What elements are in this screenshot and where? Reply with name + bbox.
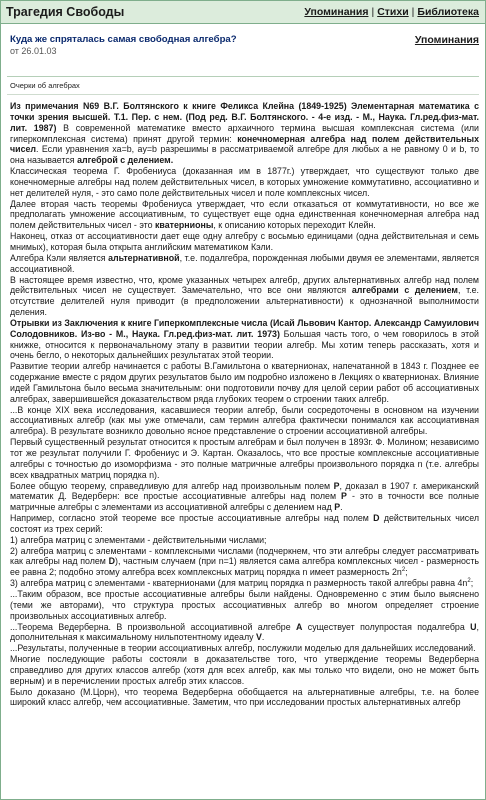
paragraph-text: Более общую теорему, справедливую для алгебр над произвольным полем bbox=[10, 480, 334, 491]
article-paragraph bbox=[10, 546, 479, 579]
paragraph-text: . bbox=[261, 632, 265, 643]
article-paragraph bbox=[10, 166, 479, 199]
paragraph-text: , дополнительная к максимальному нильпотентному идеалу bbox=[10, 621, 479, 643]
paragraph-text: Алгебра Кэли является bbox=[10, 252, 109, 263]
top-nav bbox=[304, 6, 479, 18]
article-paragraph bbox=[10, 481, 479, 514]
mentions-link[interactable]: Упоминания bbox=[414, 34, 479, 46]
paragraph-text: Первый существенный результат относится к простым алгебрам и был получен в 1893г. Ф. Молином; независимо тот же результат получили Г. Фробениус и Э. Картан. Оказалось, что все простые комплексные ассоциативные алгебры с точностью до изоморфизма - это полные матричные алгебры произвольного порядка n (т.е. алгебры всех квадратных матриц порядка n). bbox=[10, 437, 479, 480]
paragraph-text: существует полупростая подалгебра bbox=[302, 621, 471, 632]
bold-text: Из примечания N69 В.Г. Болтянского к книге Феликса Клейна (1849-1925) Элементарная математика с точки зрения высшей. Т.1. Пер. с нем. (Под ред. В.Г. Болтянского. - 4-е изд. - М., Наука. Гл.ред.физ-мат. лит. 1987) bbox=[10, 101, 479, 133]
paragraph-text: ), частным случаем (при n=1) является сама алгебра комплексных чисел - размерность ее равна 2; подобно этому алгебра всех комплексных матриц порядка n имеет размерность 2n bbox=[10, 556, 479, 578]
paragraph-text: Классическая теорема Г. Фробениуса (доказанная им в 1877г.) утверждает, что существуют только две конечномерные алгебры над полем действительных чисел, в которых умножение коммутативно, ассоциативно и нет делителей нуля, - это само поле действительных чисел и поле комплексных чисел. bbox=[10, 166, 479, 198]
article-paragraph bbox=[10, 437, 479, 480]
article-paragraph bbox=[10, 253, 479, 275]
paragraph-text: 1) алгебра матриц с элементами - действительными числами; bbox=[10, 534, 267, 545]
bold-text: P bbox=[341, 491, 347, 502]
paragraph-text: , к описанию которых переходит Клейн. bbox=[213, 220, 376, 231]
paragraph-text: . Если уравнения xa=b, ay=b разрешимы в рассматриваемой алгебре для любых a не равному 0 и b, то она называется bbox=[10, 144, 479, 166]
bold-text: U bbox=[470, 621, 477, 632]
paragraph-text: ...Теорема Ведерберна. В произвольной ассоциативной алгебре bbox=[10, 621, 297, 632]
article-paragraph bbox=[10, 589, 479, 622]
nav-separator: | bbox=[371, 6, 375, 18]
bold-text: V bbox=[256, 632, 262, 643]
paragraph-text: ; bbox=[470, 578, 474, 589]
paragraph-text: , т.е. подалгебра, порожденная любыми двумя ее элементами, является ассоциативной. bbox=[10, 252, 480, 274]
article-paragraph bbox=[10, 101, 479, 166]
article-paragraph bbox=[10, 578, 479, 589]
category-label: Очерки об алгебрах bbox=[10, 81, 80, 90]
bold-text: алгебрами с делением bbox=[351, 285, 458, 296]
bold-text: P bbox=[334, 502, 341, 513]
article-paragraph bbox=[10, 318, 479, 361]
paragraph-text: ...Таким образом, все простые ассоциативные алгебры были найдены. Одновременно с этим было выяснено (теми же авторами), что структура простых ассоциативных алгебр во многом определяет строение произвольных ассоциативных алгебр. bbox=[10, 588, 479, 621]
paragraph-text: 2) алгебра матриц с элементами - комплексными числами (подчеркнем, что эти алгебры следует рассматривать как алгебры над полем bbox=[10, 545, 479, 567]
nav-link-library[interactable]: Библиотека bbox=[417, 6, 479, 18]
paragraph-text: Например, согласно этой теореме все простые ассоциативные алгебры над полем bbox=[10, 513, 374, 524]
bold-text: конечномерная алгебра над полем действительных чисел bbox=[10, 133, 479, 155]
paragraph-text: В настоящее время известно, что, кроме указанных четырех алгебр, других альтернативных алгебр над полем действительных чисел не существует. Замечательно, что все они являются bbox=[10, 274, 479, 296]
article-title: Куда же спряталась самая свободная алгебра? bbox=[10, 34, 237, 45]
paragraph-text: , т.е. отсутствие делителей нуля приводит (в предположении альтернативности) к однозначной выполнимости деления. bbox=[10, 285, 479, 318]
bold-text: Отрывки из Заключения к книге Гиперкомплексные числа (Исай Львович Кантор. Александр Самуилович Солодовников. Из-во - М., Наука. Гл.ред.физ-мат. лит. 1973) bbox=[10, 317, 479, 339]
article-paragraph bbox=[10, 405, 479, 438]
article-body bbox=[1, 95, 485, 708]
article-paragraph bbox=[10, 231, 479, 253]
superscript-text: 2 bbox=[467, 578, 471, 585]
paragraph-text: ...В конце XIX века исследования, касавшиеся теории алгебр, были сосредоточены в основном на изучении ассоциативных алгебр (как мы уже отмечали, сам термин алгебра фактически понимался как ассоциативная алгебра). В результате возникло довольно ясное представление о строении ассоциативной алгебры. bbox=[10, 404, 479, 437]
bold-text: D bbox=[373, 513, 380, 524]
article-paragraph bbox=[10, 643, 479, 654]
paragraph-text: 3) алгебра матриц с элементами - кватернионами (для матриц порядка n размерность такой алгебры равна 4n bbox=[10, 578, 468, 589]
article-paragraph bbox=[10, 654, 479, 687]
article-paragraph bbox=[10, 199, 479, 232]
superscript-text: 2 bbox=[401, 567, 406, 574]
nav-link-poems[interactable]: Стихи bbox=[377, 6, 409, 18]
nav-separator: | bbox=[411, 6, 415, 18]
article-paragraph bbox=[10, 535, 479, 546]
article-paragraph bbox=[10, 687, 479, 709]
site-title: Трагедия Свободы bbox=[6, 5, 125, 19]
paragraph-text: . bbox=[340, 502, 343, 513]
bold-text: P bbox=[333, 480, 340, 491]
article-date: от 26.01.03 bbox=[10, 46, 57, 56]
paragraph-text: - это в точности все полные матричные алгебры с элементами из ассоциативной алгебры с делением над bbox=[10, 491, 479, 513]
paragraph-text: Далее вторая часть теоремы Фробениуса утверждает, что если отказаться от коммутативности, но все же предполагать умножение ассоциативным, то существует еще одна единственная конечномерная алгебра над полем действительных чисел - это bbox=[10, 198, 479, 231]
paragraph-text: , доказал в 1907 г. американский математик Д. Ведерберн: все простые ассоциативные алгебры над полем bbox=[10, 480, 479, 502]
article-paragraph bbox=[10, 513, 479, 535]
top-bar bbox=[1, 1, 485, 24]
bold-text: альтернативной bbox=[108, 252, 180, 263]
bold-text: кватернионы bbox=[154, 220, 214, 231]
article-header bbox=[1, 24, 485, 68]
article-paragraph bbox=[10, 622, 479, 644]
paragraph-text: Развитие теории алгебр начинается с работы В.Гамильтона о кватернионах, напечатанной в 1843 г. Позднее ее содержание вместе с рядом других результатов было им подробно изложено в Лекциях о кватернионах. Влияние идей Гамильтона было весьма значительным: они подготовили почву для целой серии работ об ассоциативных алгебрах, завершившейся доказательством ряда глубоких теорем о строении таких алгебр. bbox=[10, 361, 479, 404]
paragraph-text: Многие последующие работы состояли в доказательстве того, что утверждение теоремы Ведерберна справедливо для других классов алгебр (хотя для всех алгебр, как мы только что видели, оно не может быть верным) и в перечислении простых алгебр этих классов. bbox=[10, 654, 479, 686]
bold-text: алгеброй с делением. bbox=[77, 155, 174, 166]
paragraph-text: ...Результаты, полученные в теории ассоциативных алгебр, послужили моделью для дальнейших исследований. bbox=[10, 643, 476, 654]
article-paragraph bbox=[10, 275, 479, 318]
paragraph-text: ; bbox=[405, 567, 408, 578]
paragraph-text: Большая часть того, о чем говорилось в этой книжке, относится к первоначальному этапу в развитии теории алгебр. Мы хотим теперь рассказать, хотя и очень бегло, о некоторых дальнейших результатах этой теории. bbox=[10, 328, 479, 361]
article-paragraph bbox=[10, 361, 479, 404]
paragraph-text: Наконец, отказ от ассоциативности дает еще одну алгебру с восьмью единицами (одна действительная и семь мнимых), которая была открыта английским математиком Кэли. bbox=[10, 231, 479, 252]
paragraph-text: действительных чисел состоят из трех серий: bbox=[10, 513, 479, 534]
paragraph-text: Было доказано (М.Цорн), что теорема Ведерберна обобщается на альтернативные алгебры, т.е. на более широкий класс алгебр, чем ассоциативные. Заметим, что при исследовании простых альтернативных алгебр bbox=[10, 686, 479, 708]
nav-link-mentions[interactable]: Упоминания bbox=[304, 6, 369, 18]
bold-text: D bbox=[108, 556, 115, 567]
paragraph-text: В современной математике вместо архаичного термина высшая комплексная система (или гиперкомплексная система) принят другой термин: bbox=[10, 122, 479, 144]
bold-text: A bbox=[296, 621, 303, 632]
